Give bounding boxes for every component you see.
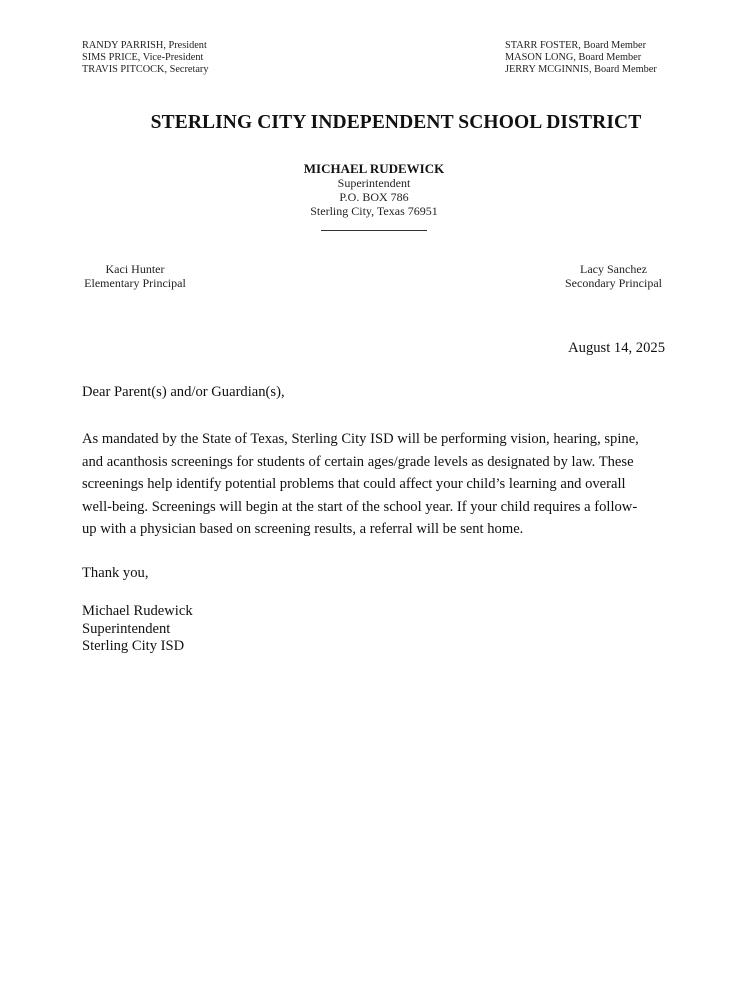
principal-name: Lacy Sanchez: [580, 262, 647, 276]
superintendent-name: MICHAEL RUDEWICK: [303, 161, 445, 176]
body-line: well-being. Screenings will begin at the start of the school year. If your child requires a follow-: [82, 498, 638, 515]
closing: Thank you,: [82, 565, 149, 581]
body-line: and acanthosis screenings for students of certain ages/grade levels as designated by law. These: [82, 453, 634, 470]
board-member: STARR FOSTER, Board Member: [505, 40, 647, 51]
salutation: Dear Parent(s) and/or Guardian(s),: [82, 384, 285, 400]
superintendent-title: Superintendent: [337, 176, 411, 190]
signature-org: Sterling City ISD: [82, 638, 185, 654]
body-line: screenings help identify potential problems that could affect your child’s learning and overall: [82, 476, 626, 493]
signature-name: Michael Rudewick: [82, 603, 193, 619]
board-members-left: [82, 40, 209, 76]
board-member: TRAVIS PITCOCK, Secretary: [82, 64, 209, 75]
elementary-principal-block: [82, 262, 188, 290]
body-line: up with a physician based on screening results, a referral will be sent home.: [82, 521, 524, 538]
board-members-right: [505, 40, 657, 76]
letter-date: August 14, 2025: [568, 340, 665, 356]
superintendent-block: [0, 162, 748, 231]
principal-name: Kaci Hunter: [105, 262, 165, 276]
address-line-1: P.O. BOX 786: [339, 190, 409, 204]
principal-title: Elementary Principal: [84, 276, 186, 290]
secondary-principal-block: [561, 262, 666, 290]
principal-title: Secondary Principal: [565, 276, 662, 290]
divider-rule: [321, 230, 427, 231]
signature-title: Superintendent: [82, 620, 171, 637]
address-line-2: Sterling City, Texas 76951: [310, 204, 438, 218]
body-line: As mandated by the State of Texas, Sterling City ISD will be performing vision, hearing, spine,: [82, 431, 639, 447]
district-name: STERLING CITY INDEPENDENT SCHOOL DISTRICT: [150, 112, 642, 133]
signature-block: [82, 603, 193, 656]
letter-body: [82, 428, 682, 541]
board-member: MASON LONG, Board Member: [505, 52, 642, 63]
board-member: RANDY PARRISH, President: [82, 40, 207, 51]
board-member: SIMS PRICE, Vice-President: [82, 52, 204, 63]
board-member: JERRY MCGINNIS, Board Member: [505, 64, 657, 75]
